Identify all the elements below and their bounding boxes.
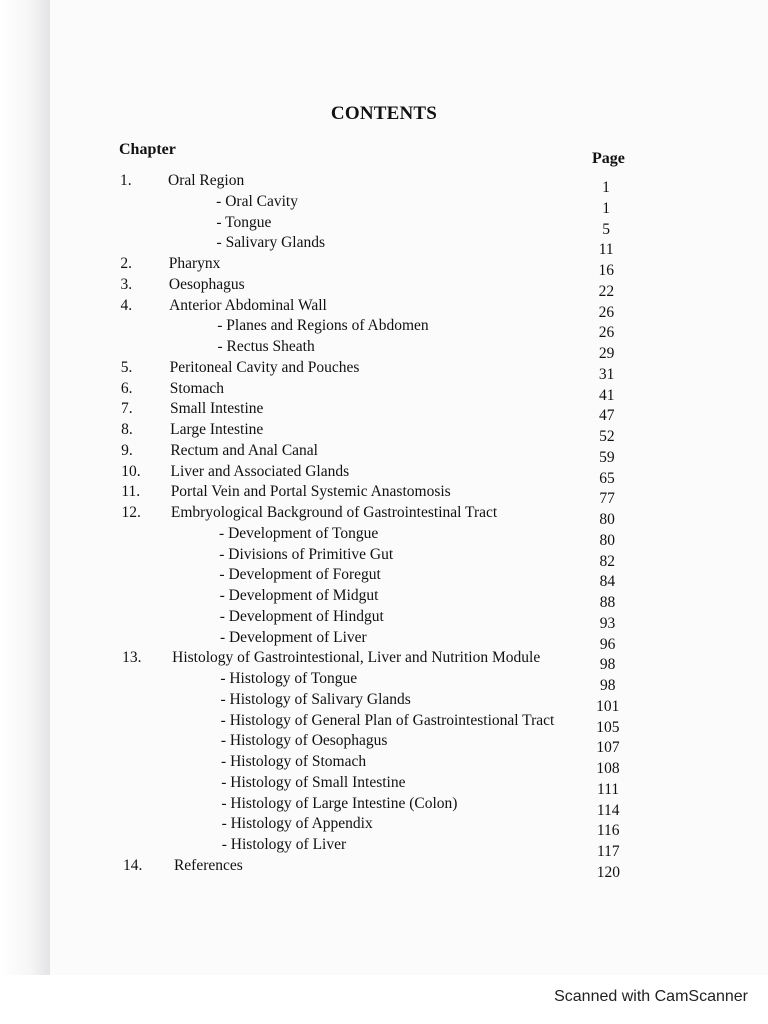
- page-number: 108: [596, 760, 620, 777]
- section-title: - Development of Midgut: [219, 587, 379, 604]
- section-title: - Tongue: [216, 213, 272, 231]
- section-title: - Development of Foregut: [219, 566, 381, 584]
- chapter-title: Oral Region: [168, 172, 245, 189]
- chapter-title: Portal Vein and Portal Systemic Anastomosis: [170, 483, 451, 501]
- section-title: - Histology of Stomach: [221, 753, 367, 770]
- section-title: - Histology of Appendix: [221, 815, 373, 833]
- page-number: 29: [598, 345, 615, 362]
- section-title: - Salivary Glands: [216, 234, 326, 252]
- chapter-title: Stomach: [169, 379, 225, 397]
- chapter-number: 8.: [121, 421, 133, 438]
- page-number: 105: [596, 718, 620, 736]
- page-number: 114: [596, 801, 620, 819]
- page-number: 93: [599, 614, 616, 632]
- page-number: 52: [599, 428, 615, 445]
- page-number: 117: [596, 843, 620, 860]
- page-number: 11: [598, 241, 614, 259]
- chapter-number: 3.: [120, 275, 133, 293]
- chapter-title: Histology of Gastrointestional, Liver and Nutrition Module: [172, 649, 541, 667]
- page-column-heading: Page: [592, 150, 625, 167]
- page-number: 22: [598, 282, 615, 300]
- page-number: 82: [599, 552, 616, 570]
- chapter-title: References: [173, 856, 243, 874]
- chapter-title: Small Intestine: [169, 400, 264, 418]
- chapter-number: 14.: [122, 856, 143, 874]
- section-title: - Planes and Regions of Abdomen: [217, 317, 429, 335]
- chapter-title: Pharynx: [168, 255, 221, 272]
- page-number: 84: [599, 573, 616, 591]
- chapter-number: 4.: [120, 296, 133, 314]
- chapter-number: 10.: [121, 462, 141, 480]
- section-title: - Oral Cavity: [216, 192, 298, 210]
- page-number: 80: [599, 511, 615, 528]
- chapter-title: Anterior Abdominal Wall: [169, 296, 327, 314]
- chapter-title: Oesophagus: [168, 275, 245, 293]
- section-title: - Histology of Large Intestine (Colon): [221, 794, 458, 812]
- page-number: 111: [597, 780, 620, 798]
- chapter-title: Peritoneal Cavity and Pouches: [169, 358, 360, 376]
- page-number: 16: [598, 262, 615, 279]
- chapter-title: Large Intestine: [170, 421, 264, 438]
- section-title: - Development of Hindgut: [219, 607, 384, 625]
- chapter-title: Rectum and Anal Canal: [170, 441, 318, 459]
- chapter-number: 6.: [120, 379, 133, 397]
- page-number: 65: [599, 469, 615, 487]
- page-number: 101: [596, 697, 620, 715]
- section-title: - Rectus Sheath: [217, 338, 315, 355]
- page-number: 31: [598, 365, 615, 383]
- page-number: 120: [596, 863, 620, 881]
- page-number: 26: [598, 324, 615, 342]
- chapter-number: 1.: [120, 172, 132, 189]
- page-number: 107: [596, 739, 620, 757]
- page-number: 98: [599, 677, 616, 694]
- page-number: 96: [599, 635, 616, 653]
- page-number: 5: [602, 220, 611, 238]
- page-number: 59: [599, 448, 615, 466]
- page-number: 47: [599, 407, 615, 425]
- page-number: 26: [598, 303, 615, 321]
- chapter-column-heading: Chapter: [119, 141, 176, 158]
- chapter-title: Liver and Associated Glands: [170, 462, 350, 480]
- section-title: - Development of Tongue: [219, 524, 379, 542]
- section-title: - Histology of Salivary Glands: [220, 690, 411, 708]
- chapter-number: 11.: [121, 483, 141, 501]
- page-number: 77: [599, 490, 615, 508]
- camscanner-watermark: Scanned with CamScanner: [554, 988, 748, 1005]
- chapter-number: 13.: [122, 649, 142, 667]
- section-title: - Divisions of Primitive Gut: [219, 545, 394, 563]
- page-number: 41: [598, 386, 615, 404]
- page-number: 98: [599, 656, 616, 674]
- chapter-number: 12.: [121, 504, 141, 521]
- page-number: 116: [596, 822, 620, 840]
- section-title: - Histology of General Plan of Gastrointestional Tract: [220, 711, 555, 729]
- section-title: - Histology of Tongue: [220, 670, 358, 687]
- chapter-number: 9.: [121, 441, 133, 459]
- chapter-number: 5.: [120, 358, 133, 376]
- chapter-number: 7.: [120, 400, 133, 418]
- chapter-number: 2.: [120, 255, 132, 272]
- chapter-title: Embryological Background of Gastrointestinal Tract: [170, 504, 498, 521]
- page-title: CONTENTS: [330, 103, 438, 124]
- section-title: - Histology of Liver: [221, 836, 347, 853]
- page-number: 80: [599, 531, 615, 549]
- section-title: - Histology of Oesophagus: [220, 732, 388, 750]
- page-number: 1: [602, 199, 610, 217]
- section-title: - Histology of Small Intestine: [221, 773, 406, 791]
- page-number: 1: [602, 179, 610, 196]
- section-title: - Development of Liver: [219, 628, 367, 646]
- page-number: 88: [599, 594, 616, 611]
